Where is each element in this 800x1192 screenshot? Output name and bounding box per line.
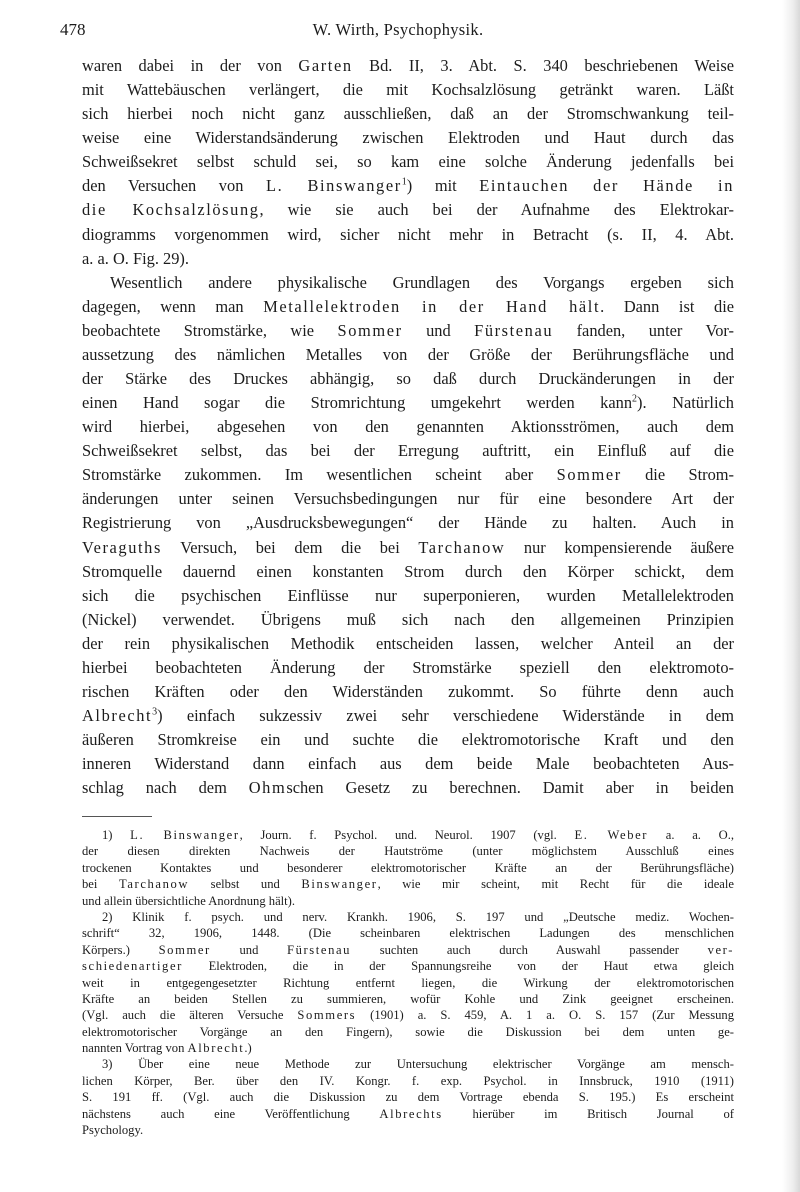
spaced-name: ver-	[707, 942, 734, 957]
body-line	[82, 150, 734, 174]
text-run: der rein physikalischen Methodik entscheiden lassen, welcher Anteil an der	[82, 633, 734, 653]
footnote-line	[82, 975, 734, 991]
text-run: , Journ. f. Psychol. und. Neurol. 1907 (vgl.	[239, 828, 575, 842]
spaced-name: Tarchanow	[418, 537, 506, 557]
text-run: . Dann ist die	[600, 296, 734, 316]
footnotes	[82, 827, 734, 1138]
text-run: nur kompensierende äußere	[505, 537, 734, 557]
body-line	[82, 487, 734, 511]
body-line	[82, 632, 734, 656]
text-run: fanden, unter Vor-	[553, 320, 734, 340]
main-text	[82, 54, 734, 800]
spaced-name: Sommer	[556, 465, 622, 485]
spaced-name: Sommers	[297, 1008, 357, 1023]
footnote-line	[82, 893, 734, 909]
text-run: weise eine Widerstandsänderung zwischen Elektroden und Haut durch das	[82, 128, 734, 148]
body-line	[82, 295, 734, 319]
text-run: a. a. O. Fig. 29).	[82, 248, 189, 268]
text-run: selbst und	[189, 877, 302, 892]
text-run: schen Gesetz zu berechnen. Damit aber in beiden	[286, 778, 734, 798]
running-head: W. Wirth, Psychophysik.	[312, 20, 484, 39]
spaced-name: Binswanger	[301, 877, 378, 892]
text-run: Körpers.)	[82, 942, 159, 957]
footnote-line	[82, 991, 734, 1007]
text-run: (Vgl. auch die älteren Versuche	[82, 1008, 298, 1023]
text-run: ) mit	[406, 176, 480, 196]
text-run: 1)	[102, 828, 131, 842]
text-run: schlag nach dem	[82, 778, 249, 798]
footnote-line	[82, 909, 734, 925]
footnote-line	[82, 1122, 734, 1138]
text-run: waren dabei in der von	[82, 56, 299, 75]
text-run: einen Hand sogar die Stromrichtung umgekehrt werden kann	[82, 393, 633, 413]
text-run: Versuch, bei dem die bei	[161, 537, 419, 557]
text-run: dagegen, wenn man	[82, 296, 264, 316]
page-number: 478	[60, 20, 86, 39]
footnote-line	[82, 843, 734, 859]
body-line	[82, 247, 734, 271]
text-run: lichen Körper, Ber. über den IV. Kongr. f. exp. Psychol. in Innsbruck, 1910 (1911)	[82, 1073, 734, 1088]
text-run: weit in entgegengesetzter Richtung entfernt liegen, die Wirkung der elektromotorischen	[82, 975, 734, 990]
text-run: S. 191 ff. (Vgl. auch die Diskussion zu dem Vortrage ebenda S. 195.) Es erscheint	[82, 1090, 734, 1105]
body-line	[82, 536, 734, 560]
text-run: rischen Kräften oder den Widerständen zukommt. So führte denn auch	[82, 682, 734, 702]
page-header	[60, 20, 736, 44]
text-run: .)	[244, 1041, 252, 1056]
text-run: bei	[82, 877, 119, 892]
body-line	[82, 415, 734, 439]
footnote-line	[82, 1040, 734, 1056]
text-run: Registrierung von „Ausdrucksbewegungen“ der Hände zu halten. Auch in	[82, 513, 734, 533]
footnote-line	[82, 1089, 734, 1105]
spaced-name: Metallelektroden in der Hand hält	[263, 296, 601, 316]
spaced-name: Sommer	[337, 320, 403, 340]
text-run: sich hierbei noch nicht ganz ausschließen, daß an der Stromschwankung teil-	[82, 104, 734, 124]
text-run: (Nickel) verwendet. Übrigens muß sich nach den allgemeinen Prinzipien	[82, 609, 734, 629]
text-run: (1901) a. S. 459, A. 1 a. O. S. 157 (Zur Messung	[356, 1008, 734, 1023]
text-run: äußeren Stromkreise ein und suchte die elektromotorische Kraft und den	[82, 730, 734, 750]
footnote-line	[82, 860, 734, 876]
footnote-line	[82, 827, 734, 843]
text-run: , wie sie auch bei der Aufnahme des Elektrokar-	[259, 200, 734, 220]
text-run: beobachtete Stromstärke, wie	[82, 320, 338, 340]
spaced-name: Sommer	[158, 942, 211, 957]
text-run: Stromquelle dauernd einen konstanten Strom durch den Körper schickt, dem	[82, 561, 734, 581]
body-line	[82, 174, 734, 198]
spaced-name: schiedenartiger	[82, 959, 183, 974]
spaced-name: Tarchanow	[118, 877, 190, 892]
footnote-separator	[82, 816, 152, 817]
body-line	[82, 391, 734, 415]
text-run: Psychology.	[82, 1123, 144, 1138]
spaced-name: Albrechts	[379, 1106, 443, 1121]
body-line	[82, 198, 734, 222]
body-line	[82, 728, 734, 752]
body-line	[82, 54, 734, 78]
text-run: a. a. O.,	[648, 828, 734, 842]
text-run: suchten auch durch Auswahl passender	[351, 942, 708, 957]
spaced-name: L. Binswanger	[130, 828, 240, 842]
footnote-line	[82, 958, 734, 974]
body-line	[82, 608, 734, 632]
body-line	[82, 704, 734, 728]
text-run: und	[210, 942, 288, 957]
text-run: 2) Klinik f. psych. und nerv. Krankh. 1906, S. 197 und „Deutsche mediz. Wochen-	[102, 909, 734, 924]
spaced-name: Albrecht	[82, 706, 153, 726]
text-run: diogramms vorgenommen wird, sicher nicht mehr in Betracht (s. II, 4. Abt.	[82, 224, 734, 244]
footnote-line	[82, 925, 734, 941]
body-line	[82, 560, 734, 584]
body-line	[82, 102, 734, 126]
text-run: änderungen unter seinen Versuchsbedingungen nur für eine besondere Art der	[82, 489, 734, 509]
footnote-line	[82, 1007, 734, 1023]
text-run: und allein übersichtliche Anordnung hält).	[82, 893, 295, 908]
text-run: inneren Widerstand dann einfach aus dem beide Male beobachteten Aus-	[82, 754, 734, 774]
text-run: , wie mir scheint, mit Recht für die ideale	[377, 877, 734, 892]
text-run: ) einfach sukzessiv zwei sehr verschiedene Widerstände in dem	[157, 706, 734, 726]
body-line	[82, 319, 734, 343]
text-run: den Versuchen von	[82, 176, 266, 196]
spaced-name: Garten	[298, 56, 353, 75]
text-run: hierbei beobachteten Änderung der Stromstärke speziell den elektromoto-	[82, 657, 734, 677]
body-line	[82, 223, 734, 247]
text-run: der diesen direkten Nachweis der Hautströme (unter möglichstem Ausschluß eines	[82, 844, 734, 859]
footnote-line	[82, 1073, 734, 1089]
body-line	[82, 776, 734, 800]
footnote-line	[82, 1106, 734, 1122]
text-run: 3) Über eine neue Methode zur Untersuchung elektrischer Vorgänge am mensch-	[102, 1057, 734, 1072]
text-run: Bd. II, 3. Abt. S. 340 beschriebenen Weise	[352, 56, 734, 75]
spaced-name: Veraguths	[82, 537, 162, 557]
text-run: trockenen Kontaktes und besonderer elektromotorischer Kräfte an der Berührungsfläche)	[82, 860, 734, 875]
text-run: nächstens auch eine Veröffentlichung	[82, 1106, 380, 1121]
text-run: mit Wattebäuschen verlängert, die mit Kochsalzlösung getränkt waren. Läßt	[82, 80, 734, 100]
text-run: hierüber im Britisch Journal of	[442, 1106, 734, 1121]
text-run: sich die psychischen Einflüsse nur superponieren, wurden Metallelektroden	[82, 585, 734, 605]
footnote-marker: 2	[632, 393, 638, 405]
body-line	[82, 367, 734, 391]
footnote-marker: 3	[152, 706, 158, 718]
scan-edge-shadow	[782, 0, 800, 1192]
text-run: Schweißsekret selbst schuld sei, so kam eine solche Änderung jedenfalls bei	[82, 152, 734, 172]
body-line	[82, 271, 734, 295]
text-run: wird hierbei, abgesehen von den genannten Aktionsströmen, auch dem	[82, 417, 734, 437]
body-line	[82, 584, 734, 608]
text-run: Schweißsekret selbst, das bei der Erregung auftritt, ein Einfluß auf die	[82, 441, 734, 461]
body-line	[82, 439, 734, 463]
text-run: aussetzung des nämlichen Metalles von der Größe der Berührungsfläche und	[82, 344, 734, 364]
text-run: elektromotorischer Vorgänge an den Fingern), sowie die Diskussion bei dem unten ge-	[82, 1024, 734, 1039]
footnote-line	[82, 1056, 734, 1072]
text-run: Stromstärke zukommen. Im wesentlichen scheint aber	[82, 465, 557, 485]
spaced-name: Fürstenau	[474, 320, 554, 340]
body-line	[82, 463, 734, 487]
text-run: Kräfte an beiden Stellen zu summieren, wofür Kohle und Zink geeignet erscheinen.	[82, 991, 734, 1006]
body-line	[82, 511, 734, 535]
text-run: der Stärke des Druckes abhängig, so daß durch Druckänderungen in der	[82, 369, 734, 389]
body-line	[82, 752, 734, 776]
spaced-name: Fürstenau	[287, 942, 352, 957]
text-run: Elektroden, die in der Spannungsreihe von der Haut etwa gleich	[182, 959, 734, 974]
body-line	[82, 126, 734, 150]
body-line	[82, 656, 734, 680]
footnote-marker: 1	[401, 176, 407, 188]
footnote-line	[82, 942, 734, 958]
spaced-name: Eintauchen der Hände in	[479, 176, 734, 196]
text-run: schrift“ 32, 1906, 1448. (Die scheinbaren elektrischen Ladungen des menschlichen	[82, 926, 734, 941]
spaced-name: Albrecht	[187, 1041, 245, 1056]
spaced-name: die Kochsalzlösung	[82, 200, 260, 220]
body-line	[82, 680, 734, 704]
spaced-name: Ohm	[248, 778, 287, 798]
spaced-name: E. Weber	[574, 828, 649, 842]
text-run: die Strom-	[621, 465, 734, 485]
text-run: ). Natürlich	[637, 393, 734, 413]
body-line	[82, 343, 734, 367]
footnote-line	[82, 1024, 734, 1040]
body-line	[82, 78, 734, 102]
text-run: Wesentlich andere physikalische Grundlagen des Vorgangs ergeben sich	[110, 272, 734, 292]
footnote-line	[82, 876, 734, 892]
text-run: nannten Vortrag von	[82, 1041, 188, 1056]
text-run: und	[402, 320, 475, 340]
spaced-name: L. Binswanger	[265, 176, 402, 196]
